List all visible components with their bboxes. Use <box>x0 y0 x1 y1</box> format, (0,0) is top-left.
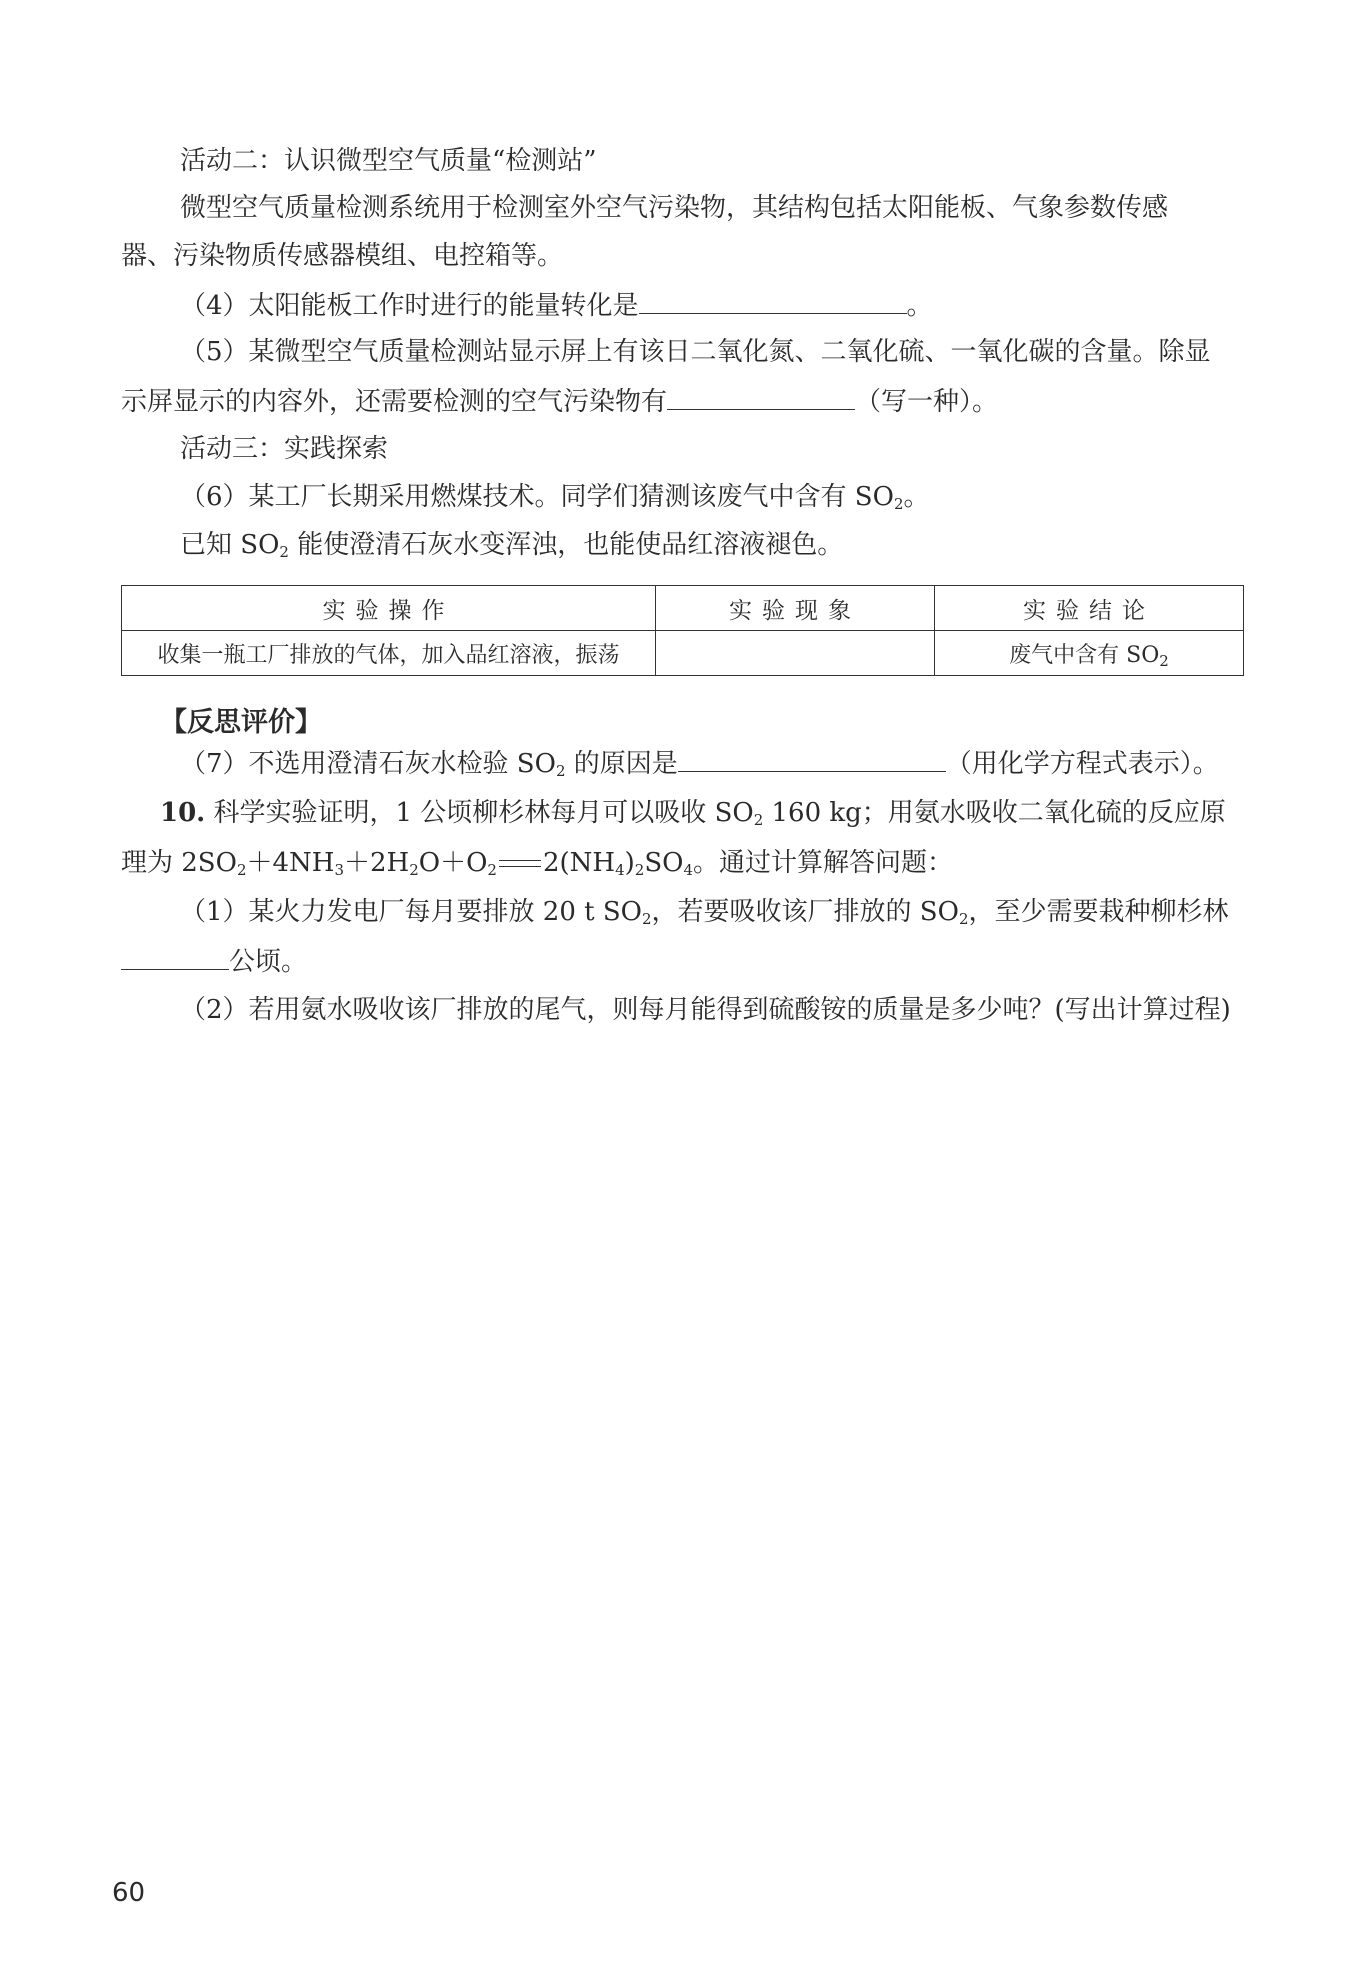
subscript: 4 <box>683 861 693 879</box>
subscript: 2 <box>642 910 652 928</box>
question-7-mid: 的原因是 <box>565 749 678 779</box>
header-phenomenon: 实验现象 <box>656 586 935 631</box>
page-number: 60 <box>112 1878 146 1908</box>
question-7-text: （7）不选用澄清石灰水检验 SO <box>180 749 556 779</box>
equation-tail: 。通过计算解答问题： <box>693 848 954 878</box>
part1-text: （1）某火力发电厂每月要排放 20 t SO <box>180 897 642 927</box>
part1-text: ，若要吸收该厂排放的 SO <box>651 897 959 927</box>
equation-part: ) <box>624 848 635 878</box>
question-10-part1-line1 <box>180 894 1229 930</box>
equation-part: 2(NH <box>542 848 616 878</box>
reflection-heading: 【反思评价】 <box>160 707 322 738</box>
answer-blank-7[interactable] <box>678 745 946 772</box>
known-fact-text-end: 能使澄清石灰水变浑浊，也能使品红溶液褪色。 <box>288 530 844 560</box>
subscript: 2 <box>236 861 247 879</box>
known-fact-text: 已知 SO <box>180 530 280 560</box>
part1-text: ，至少需要栽种柳杉林 <box>968 897 1229 927</box>
equation-part: 理为 2SO <box>121 848 237 878</box>
question-6 <box>180 479 930 515</box>
question-4 <box>180 287 933 324</box>
question-number: 10. <box>160 798 206 828</box>
question-5-text: 示屏显示的内容外，还需要检测的空气污染物有 <box>121 387 668 417</box>
conclusion-text: 废气中含有 SO <box>1009 642 1160 668</box>
question-5-end: （写一种）。 <box>855 387 999 417</box>
subscript: 2 <box>409 861 419 879</box>
question-5-line1: （5）某微型空气质量检测站显示屏上有该日二氧化氮、二氧化硫、一氧化碳的含量。除显 <box>180 337 1211 367</box>
answer-blank-4[interactable] <box>639 287 907 314</box>
question-10-text-end: 160 kg；用氨水吸收二氧化硫的反应原 <box>763 798 1226 828</box>
activity2-intro-line1: 微型空气质量检测系统用于检测室外空气污染物，其结构包括太阳能板、气象参数传感 <box>180 193 1169 223</box>
equals-sign-icon <box>499 859 541 869</box>
equation-part: O＋O <box>418 848 488 878</box>
question-10-part1-line2 <box>121 943 307 980</box>
question-6-text: （6）某工厂长期采用燃煤技术。同学们猜测该废气中含有 SO <box>180 482 894 512</box>
table-header-row <box>122 586 1244 631</box>
question-7-end: （用化学方程式表示）。 <box>945 749 1219 779</box>
question-10-text: 科学实验证明，1 公顷柳杉林每月可以吸收 SO <box>205 798 754 828</box>
answer-blank-5[interactable] <box>667 383 855 410</box>
answer-blank-10-1[interactable] <box>121 943 229 970</box>
subscript: 2 <box>279 543 289 561</box>
cell-phenomenon-blank[interactable] <box>656 631 935 676</box>
subscript: 3 <box>334 861 344 879</box>
subscript: 4 <box>615 861 625 879</box>
equation-part: SO <box>644 848 684 878</box>
equation-part: ＋4NH <box>246 848 335 878</box>
table-row <box>122 631 1244 676</box>
equation-part: ＋2H <box>344 848 410 878</box>
cell-operation: 收集一瓶工厂排放的气体，加入品红溶液，振荡 <box>122 631 656 676</box>
header-conclusion: 实验结论 <box>935 586 1244 631</box>
question-4-end: 。 <box>906 291 933 321</box>
subscript: 2 <box>487 861 497 879</box>
activity2-intro-line2: 器、污染物质传感器模组、电控箱等。 <box>121 241 564 271</box>
activity2-title: 活动二：认识微型空气质量“检测站” <box>180 146 597 176</box>
cell-conclusion <box>935 631 1244 676</box>
reaction-equation <box>121 845 953 881</box>
question-5-line2 <box>121 383 998 420</box>
question-7 <box>180 745 1219 782</box>
question-10-line1 <box>160 795 1226 831</box>
experiment-table <box>121 585 1244 676</box>
question-10-part2: （2）若用氨水吸收该厂排放的尾气，则每月能得到硫酸铵的质量是多少吨？(写出计算过程) <box>180 995 1231 1025</box>
subscript: 2 <box>753 811 764 829</box>
known-fact <box>180 527 843 563</box>
activity3-title: 活动三：实践探索 <box>180 434 389 464</box>
part1-unit: 公顷。 <box>229 947 308 977</box>
header-operation: 实验操作 <box>122 586 656 631</box>
subscript: 2 <box>1159 651 1169 670</box>
subscript: 2 <box>555 762 566 780</box>
subscript: 2 <box>958 910 969 928</box>
subscript: 2 <box>634 861 645 879</box>
question-6-end: 。 <box>903 482 930 512</box>
question-4-text: （4）太阳能板工作时进行的能量转化是 <box>180 291 639 321</box>
subscript: 2 <box>893 495 904 513</box>
